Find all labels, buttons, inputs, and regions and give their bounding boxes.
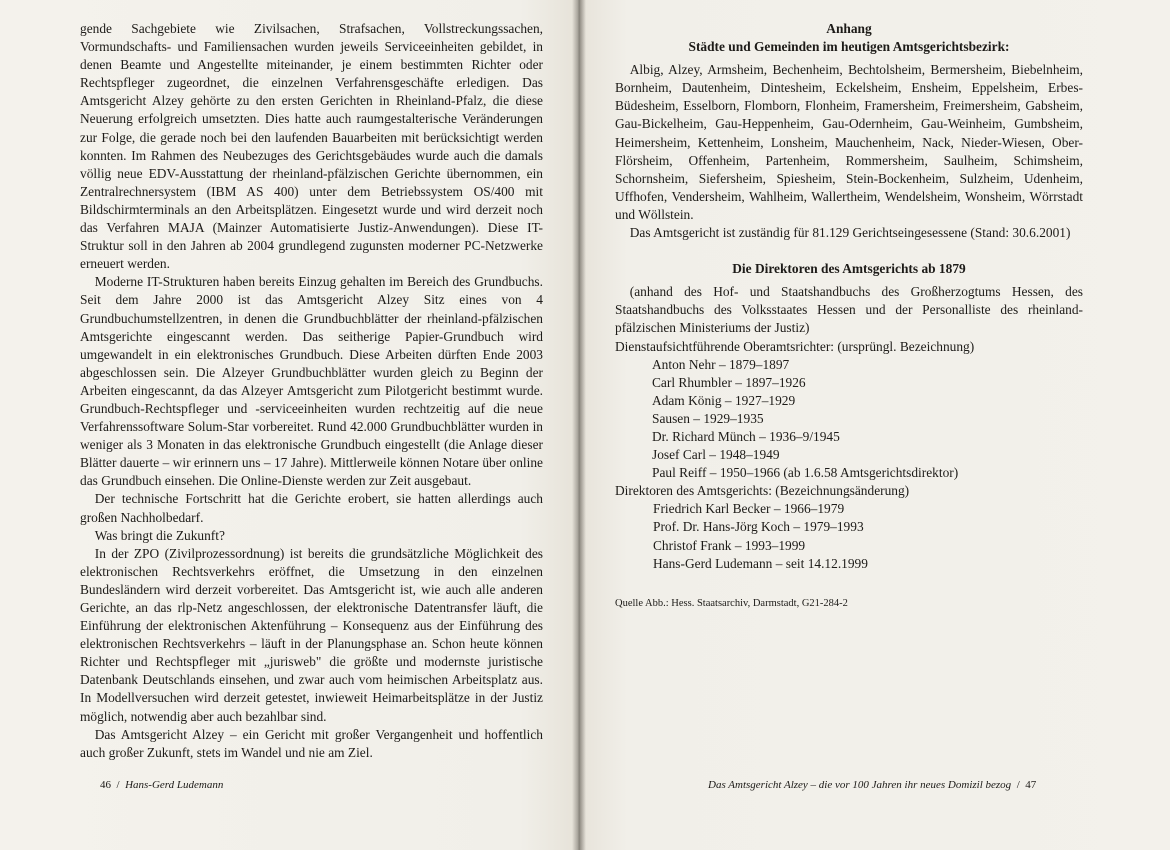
left-footer [100,779,223,791]
footer-separator: / [116,779,120,791]
list-item: Adam König – 1927–1929 [652,392,796,408]
list-item: Anton Nehr – 1879–1897 [652,356,790,372]
right-footer [708,779,1036,791]
left-body-text [80,20,543,762]
paragraph: Moderne IT-Strukturen haben bereits Einzug gehalten im Bereich des Grundbuchs. Seit dem Jahre 2000 ist das Amtsgericht Alzey Sitz eines von 4 Grundbuchumstellzentren, in denen die Grundbuchblätter der rheinland-pfälzischen Amtsgerichte eingescannt werden. Das seitherige Papier-Grundbuch wird umgewandelt in ein elektronisches Grundbuch. Diese Arbeiten dürften Ende 2003 abgeschlossen sein. Die Alzeyer Grundbuchblätter wurden gleich zu Beginn der Arbeiten eingescannt, da das Alzeyer Amtsgericht zum Pilotgericht bestimmt wurde. Grundbuch-Rechtspfleger und -serviceeinheiten wurden rechtzeitig auf die neue Verfahrenssoftware Solum-Star vorbereitet. Rund 42.000 Grundbuchblätter wurden in weniger als 3 Monaten in das elektronische Grundbuch eingestellt (die Anlage dieser Blätter dauerte – wir erinnern uns – 17 Jahre). Mittlerweile können Notare über online das Grundbuch einsehen. Die Online-Dienste werden zur Zeit ausgebaut. [80,274,543,489]
paragraph: Das Amtsgericht Alzey – ein Gericht mit großer Vergangenheit und hoffentlich auch großer Zukunft, stets im Wandel und nie am Ziel. [80,726,543,760]
directors-title: Die Direktoren des Amtsgerichts ab 1879 [732,261,966,277]
list-item: Sausen – 1929–1935 [652,410,764,426]
group1-heading: Dienstaufsichtführende Oberamtsrichter: (ursprüngl. Bezeichnung) [615,338,975,354]
paragraph: Der technische Fortschritt hat die Gerichte erobert, sie hatten allerdings auch großen Nachholbedarf. [80,491,543,525]
appendix-title: Anhang [826,21,872,36]
list-item: Paul Reiff – 1950–1966 (ab 1.6.58 Amtsgerichtsdirektor) [652,465,959,481]
list-item: Christof Frank – 1993–1999 [653,537,806,553]
running-title: Das Amtsgericht Alzey – die vor 100 Jahren ihr neues Domizil bezog [708,779,1012,791]
footer-author: Hans-Gerd Ludemann [125,779,224,791]
image-source-note: Quelle Abb.: Hess. Staatsarchiv, Darmstadt, G21-284-2 [615,597,848,609]
group2-heading: Direktoren des Amtsgerichts: (Bezeichnungsänderung) [615,483,910,499]
page-number: 47 [1025,779,1037,791]
right-body-text [615,20,1083,613]
book-gutter [572,0,586,850]
jurisdiction-note: Das Amtsgericht ist zuständig für 81.129 Gerichtseingesessene (Stand: 30.6.2001) [629,225,1071,241]
municipality-list: Albig, Alzey, Armsheim, Bechenheim, Bechtolsheim, Bermersheim, Biebelnheim, Bornheim, Dautenheim, Dintesheim, Eckelsheim, Ensheim, Eppelsheim, Erbes-Büdesheim, Esselborn, Flomborn, Flonheim, Framersheim, Freimersheim, Gabsheim, Gau-Bickelheim, Gau-Heppenheim, Gau-Odernheim, Gau-Weinheim, Gumbsheim, Heimersheim, Kettenheim, Lonsheim, Mauchenheim, Nack, Nieder-Wiesen, Ober-Flörsheim, Offenheim, Partenheim, Rommersheim, Saulheim, Schimsheim, Schornsheim, Siefersheim, Spiesheim, Stein-Bockenheim, Sulzheim, Udenheim, Uffhofen, Vendersheim, Wahlheim, Wallertheim, Wendelsheim, Wonsheim, Wörrstadt und Wöllstein. [615,62,1083,222]
director-list-1 [615,356,1083,483]
list-item: Prof. Dr. Hans-Jörg Koch – 1979–1993 [653,519,864,535]
list-item: Hans-Gerd Ludemann – seit 14.12.1999 [653,555,868,571]
list-item: Friedrich Karl Becker – 1966–1979 [653,501,845,517]
list-item: Carl Rhumbler – 1897–1926 [652,374,806,390]
paragraph: In der ZPO (Zivilprozessordnung) ist bereits die grundsätzliche Möglichkeit des elektronischen Rechtsverkehrs eröffnet, die Umsetzung in den einzelnen Bundesländern wird derzeit vorbereitet. Das Amtsgericht ist, wie auch alle anderen Gerichte, an das rlp-Netz angeschlossen, der elektronische Datentransfer läuft, die Einführung der elektronischen Aktenführung – Konsequenz aus der Einführung des elektronischen Rechtsverkehrs – läuft in der Planungsphase an. Schon heute können Richter und Rechtspfleger mit „jurisweb" die größte und modernste juristische Datenbank Deutschlands einsehen, und zwar auch vom heimischen Arbeitsplatz aus. In Modellversuchen wird derzeit getestet, inwieweit Heimarbeitsplätze in der Justiz möglich, notwendig aber auch bezahlbar sind. [80,545,543,724]
appendix-subtitle: Städte und Gemeinden im heutigen Amtsgerichtsbezirk: [688,39,1010,55]
paragraph: gende Sachgebiete wie Zivilsachen, Strafsachen, Vollstreckungssachen, Vormundschafts- und Familiensachen wurden jeweils Serviceeinheiten gebildet, in denen Beamte und Angestellte miteinander, je einem bestimmten Richter oder Rechtspfleger zugeordnet, die einzelnen Verfahrensgeschäfte erledigen. Das Amtsgericht Alzey gehörte zu den ersten Gerichten in Rheinland-Pfalz, die diese Neuerung erfolgreich umsetzten. Dies hatte auch raumgestalterische Veränderungen zur Folge, die gerade noch bei den laufenden Bauarbeiten mit berücksichtigt werden konnten. Im Rahmen des Neubezuges des Gerichtsgebäudes wurde auch die damals völlig neue EDV-Ausstattung der rheinland-pfälzischen Gerichte übernommen, ein Zentralrechnersystem (IBM AS 400) unter dem Betriebssystem OS/400 mit Bildschirmterminals an den Arbeitsplätzen. Eingesetzt wurde und wird derzeit noch das Verfahren MAJA (Mainzer Automatisierte Justiz-Anwendungen). Diese IT-Struktur soll in den Jahren ab 2004 grundlegend zugunsten moderner PC-Netzwerke erneuert werden. [80,21,543,272]
page-number: 46 [100,779,111,791]
directors-intro: (anhand des Hof- und Staatshandbuchs des Großherzogtums Hessen, des Staatshandbuchs des Volksstaates Hessen und der Personalliste des rheinland-pfälzischen Ministeriums der Justiz) [615,284,1083,336]
list-item: Dr. Richard Münch – 1936–9/1945 [652,428,840,444]
paragraph: Was bringt die Zukunft? [94,527,225,543]
footer-separator: / [1016,779,1020,791]
left-page [0,0,578,850]
list-item: Josef Carl – 1948–1949 [652,447,780,463]
director-list-2 [615,500,1083,572]
